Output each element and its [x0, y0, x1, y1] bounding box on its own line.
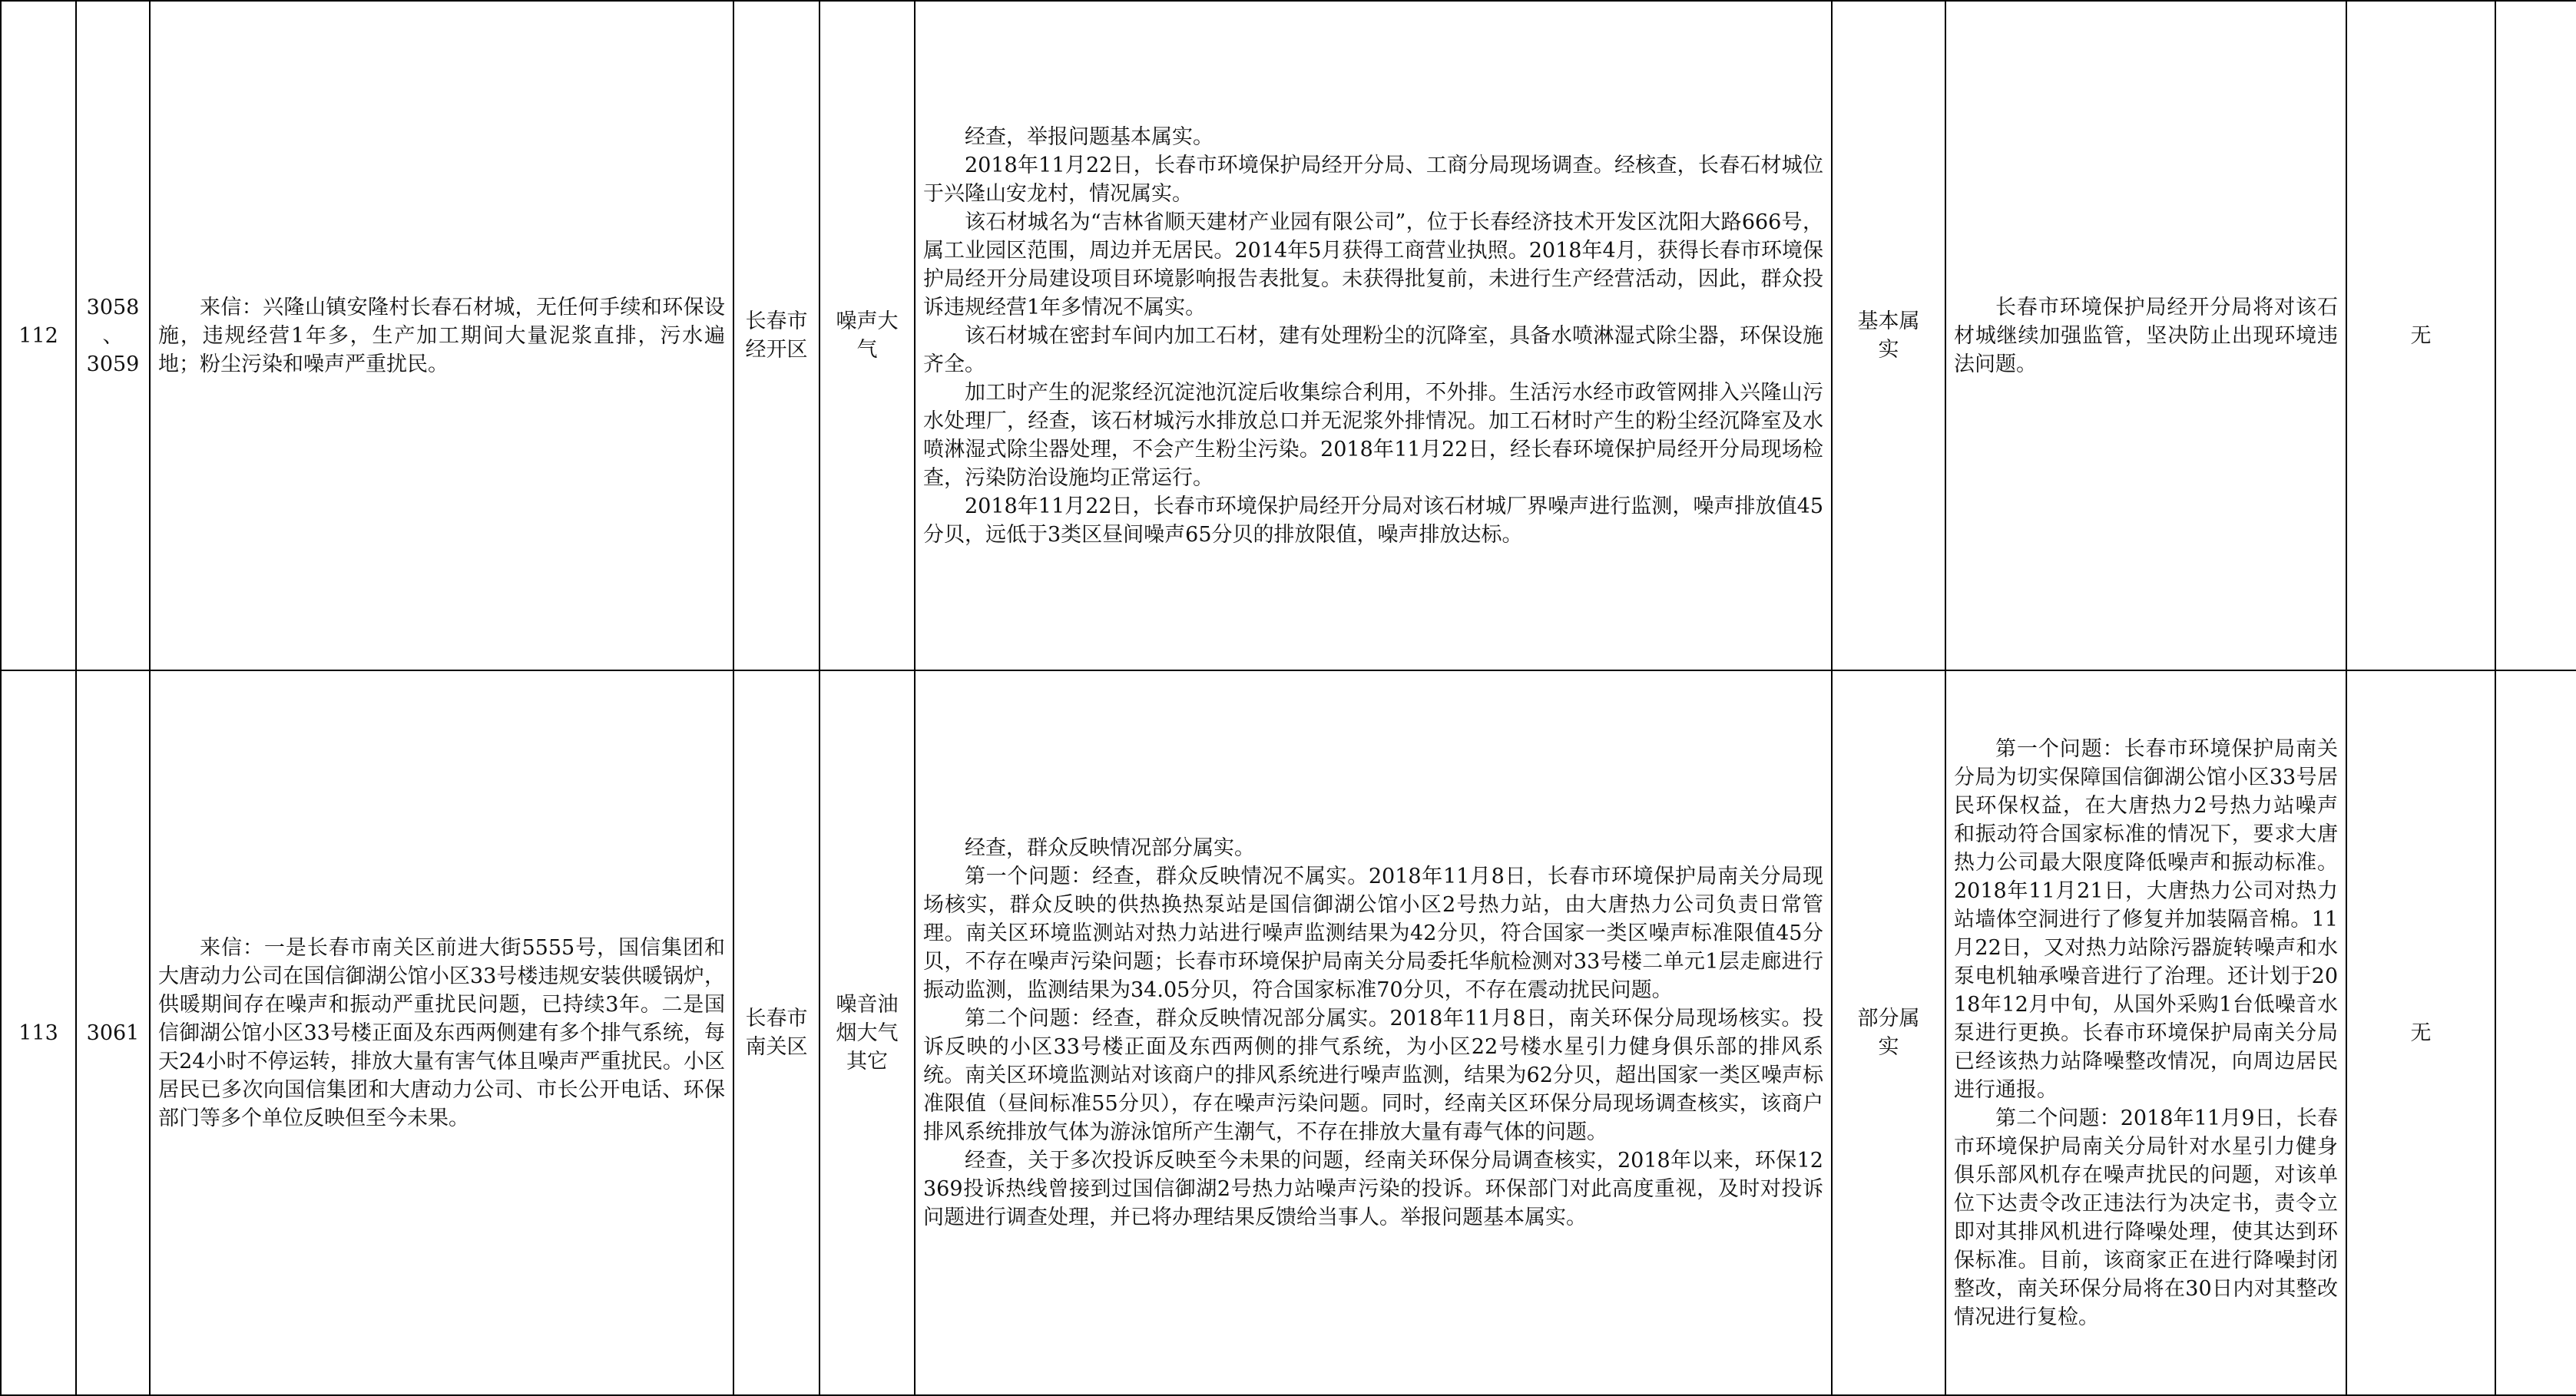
- rectification-actions-cell: [1945, 670, 2346, 1395]
- case-id: 、: [102, 323, 124, 348]
- rectification-actions-cell: [1945, 1, 2346, 670]
- pollution-type-cell: 噪声大气: [819, 1, 915, 670]
- findings-paragraph: 2018年11月22日，长春市环境保护局经开分局对该石材城厂界噪声进行监测，噪声排放值45分贝，远低于3类区昼间噪声65分贝的排放限值，噪声排放达标。: [923, 494, 1823, 547]
- actions-paragraph: 第二个问题：2018年11月9日，长春市环境保护局南关分局针对水星引力健身俱乐部风机存在噪声扰民的问题，对该单位下达责令改正违法行为决定书，责令立即对其排风机进行降噪处理，使其达到环保标准。目前，该商家正在进行降噪封闭整改，南关环保分局将在30日内对其整改情况进行复检。: [1954, 1106, 2338, 1329]
- district-cell: 长春市南关区: [733, 670, 819, 1395]
- complaint-text: 来信：兴隆山镇安隆村长春石材城，无任何手续和环保设施，违规经营1年多，生产加工期间大量泥浆直排，污水遍地；粉尘污染和噪声严重扰民。: [158, 295, 725, 376]
- remark-cell: [2495, 670, 2576, 1395]
- district-cell: 长春市经开区: [733, 1, 819, 670]
- complaint-cell: [150, 670, 733, 1395]
- sequence-number-cell: 112: [1, 1, 76, 670]
- sequence-number-cell: 113: [1, 670, 76, 1395]
- investigation-findings-cell: [915, 670, 1832, 1395]
- findings-paragraph: 经查，群众反映情况部分属实。: [965, 836, 1255, 860]
- case-id: 3059: [86, 352, 140, 376]
- findings-paragraph: 加工时产生的泥浆经沉淀池沉淀后收集综合利用，不外排。生活污水经市政管网排入兴隆山污水处理厂，经查，该石材城污水排放总口并无泥浆外排情况。加工石材时产生的粉尘经沉降室及水喷淋湿式除尘器处理，不会产生粉尘污染。2018年11月22日，经长春环境保护局经开分局现场检查，污染防治设施均正常运行。: [923, 380, 1823, 490]
- complaint-text: 来信：一是长春市南关区前进大街5555号，国信集团和大唐动力公司在国信御湖公馆小区33号楼违规安装供暖锅炉，供暖期间存在噪声和振动严重扰民问题，已持续3年。二是国信御湖公馆小区33号楼正面及东西两侧建有多个排气系统，每天24小时不停运转，排放大量有害气体且噪声严重扰民。小区居民已多次向国信集团和大唐动力公司、市长公开电话、环保部门等多个单位反映但至今未果。: [158, 935, 725, 1130]
- findings-paragraph: 经查，举报问题基本属实。: [965, 124, 1214, 149]
- accountability-cell: 无: [2346, 670, 2495, 1395]
- findings-paragraph: 第二个问题：经查，群众反映情况部分属实。2018年11月8日，南关环保分局现场核实。投诉反映的小区33号楼正面及东西两侧的排气系统，为小区22号楼水星引力健身俱乐部的排风系统。南关区环境监测站对该商户的排风系统进行噪声监测，结果为62分贝，超出国家一类区噪声标准限值（昼间标准55分贝），存在噪声污染问题。同时，经南关区环保分局现场调查核实，该商户排风系统排放气体为游泳馆所产生潮气，不存在排放大量有毒气体的问题。: [923, 1007, 1823, 1144]
- complaint-cell: [150, 1, 733, 670]
- remark-cell: [2495, 1, 2576, 670]
- case-id-cell: [76, 1, 150, 670]
- case-id-cell: [76, 670, 150, 1395]
- findings-paragraph: 第一个问题：经查，群众反映情况不属实。2018年11月8日，长春市环境保护局南关分局现场核实，群众反映的供热换热泵站是国信御湖公馆小区2号热力站，由大唐热力公司负责日常管理。南关区环境监测站对热力站进行噪声监测结果为42分贝，符合国家一类区噪声标准限值45分贝，不存在噪声污染问题；长春市环境保护局南关分局委托华航检测对33号楼二单元1层走廊进行振动监测，监测结果为34.05分贝，符合国家标准70分贝，不存在震动扰民问题。: [923, 865, 1823, 1002]
- verdict-cell: 基本属实: [1832, 1, 1945, 670]
- table-row: [1, 1, 2576, 670]
- findings-paragraph: 该石材城名为“吉林省顺天建材产业园有限公司”，位于长春经济技术开发区沈阳大路666号，属工业园区范围，周边并无居民。2014年5月获得工商营业执照。2018年4月，获得长春市环境保护局经开分局建设项目环境影响报告表批复。未获得批复前，未进行生产经营活动，因此，群众投诉违规经营1年多情况不属实。: [923, 210, 1823, 319]
- verdict-cell: 部分属实: [1832, 670, 1945, 1395]
- table-row: [1, 670, 2576, 1395]
- table-body: [1, 1, 2576, 1395]
- findings-paragraph: 该石材城在密封车间内加工石材，建有处理粉尘的沉降室，具备水喷淋湿式除尘器，环保设施齐全。: [923, 323, 1823, 376]
- case-id: 3058: [86, 295, 140, 319]
- actions-paragraph: 长春市环境保护局经开分局将对该石材城继续加强监管，坚决防止出现环境违法问题。: [1954, 295, 2338, 376]
- findings-paragraph: 2018年11月22日，长春市环境保护局经开分局、工商分局现场调查。经核查，长春石材城位于兴隆山安龙村，情况属实。: [923, 153, 1823, 206]
- pollution-type-cell: 噪音油烟大气其它: [819, 670, 915, 1395]
- accountability-cell: 无: [2346, 1, 2495, 670]
- case-id: 3061: [86, 1021, 140, 1045]
- investigation-findings-cell: [915, 1, 1832, 670]
- actions-paragraph: 第一个问题：长春市环境保护局南关分局为切实保障国信御湖公馆小区33号居民环保权益，在大唐热力2号热力站噪声和振动符合国家标准的情况下，要求大唐热力公司最大限度降低噪声和振动标准。2018年11月21日，大唐热力公司对热力站墙体空洞进行了修复并加装隔音棉。11月22日，又对热力站除污器旋转噪声和水泵电机轴承噪音进行了治理。还计划于2018年12月中旬，从国外采购1台低噪音水泵进行更换。长春市环境保护局南关分局已经该热力站降噪整改情况，向周边居民进行通报。: [1954, 736, 2338, 1102]
- findings-paragraph: 经查，关于多次投诉反映至今未果的问题，经南关环保分局调查核实，2018年以来，环保12369投诉热线曾接到过国信御湖2号热力站噪声污染的投诉。环保部门对此高度重视，及时对投诉问题进行调查处理，并已将办理结果反馈给当事人。举报问题基本属实。: [923, 1149, 1823, 1229]
